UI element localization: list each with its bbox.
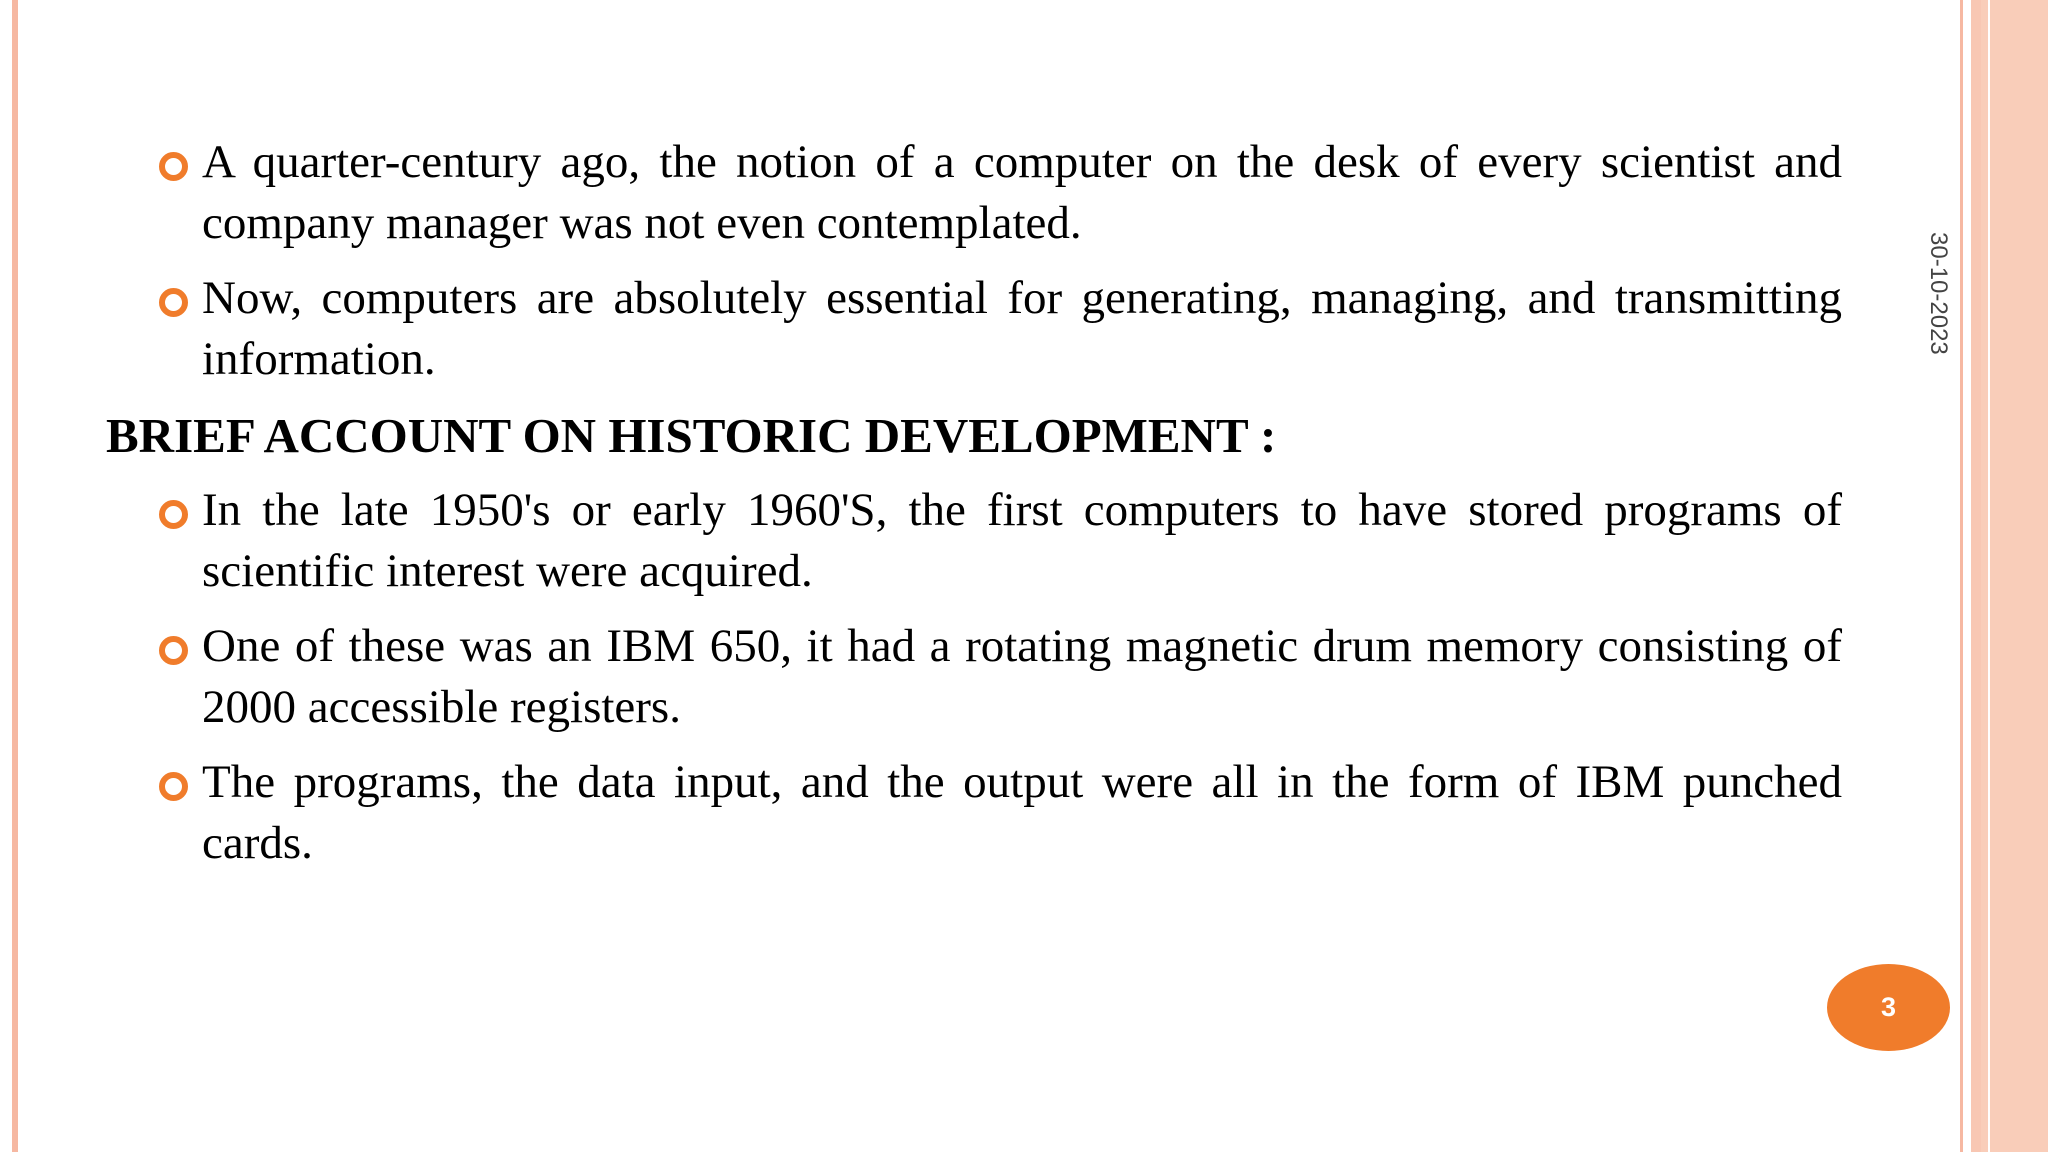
bullet-item — [154, 480, 1842, 602]
left-border-stripe — [12, 0, 18, 1152]
bullet-circle-icon — [159, 772, 188, 801]
right-border-line — [1960, 0, 1963, 1152]
slide-content — [106, 132, 1842, 888]
right-border-band-inner — [1971, 0, 1981, 1152]
bullet-item — [154, 616, 1842, 738]
bullet-text: A quarter-century ago, the notion of a computer on the desk of every scientist and company manager was not even contemplated. — [202, 136, 1842, 249]
page-number-badge: 3 — [1827, 964, 1950, 1051]
right-border-band-outer — [1981, 0, 2048, 1152]
bullet-item — [154, 752, 1842, 874]
bullet-text: Now, computers are absolutely essential for generating, managing, and transmitting information. — [202, 272, 1842, 385]
bullet-item — [154, 268, 1842, 390]
section-heading: BRIEF ACCOUNT ON HISTORIC DEVELOPMENT : — [106, 408, 1277, 463]
right-border-divider — [1988, 0, 1990, 1152]
bullet-text: In the late 1950's or early 1960'S, the first computers to have stored programs of scientific interest were acquired. — [202, 484, 1842, 597]
bullet-circle-icon — [159, 288, 188, 317]
bullet-circle-icon — [159, 636, 188, 665]
bullet-circle-icon — [159, 500, 188, 529]
slide-date: 30-10-2023 — [1925, 232, 1952, 355]
bullet-item — [154, 132, 1842, 254]
bullet-text: The programs, the data input, and the output were all in the form of IBM punched cards. — [202, 756, 1842, 869]
bullet-circle-icon — [159, 152, 188, 181]
bullet-text: One of these was an IBM 650, it had a rotating magnetic drum memory consisting of 2000 accessible registers. — [202, 620, 1842, 733]
